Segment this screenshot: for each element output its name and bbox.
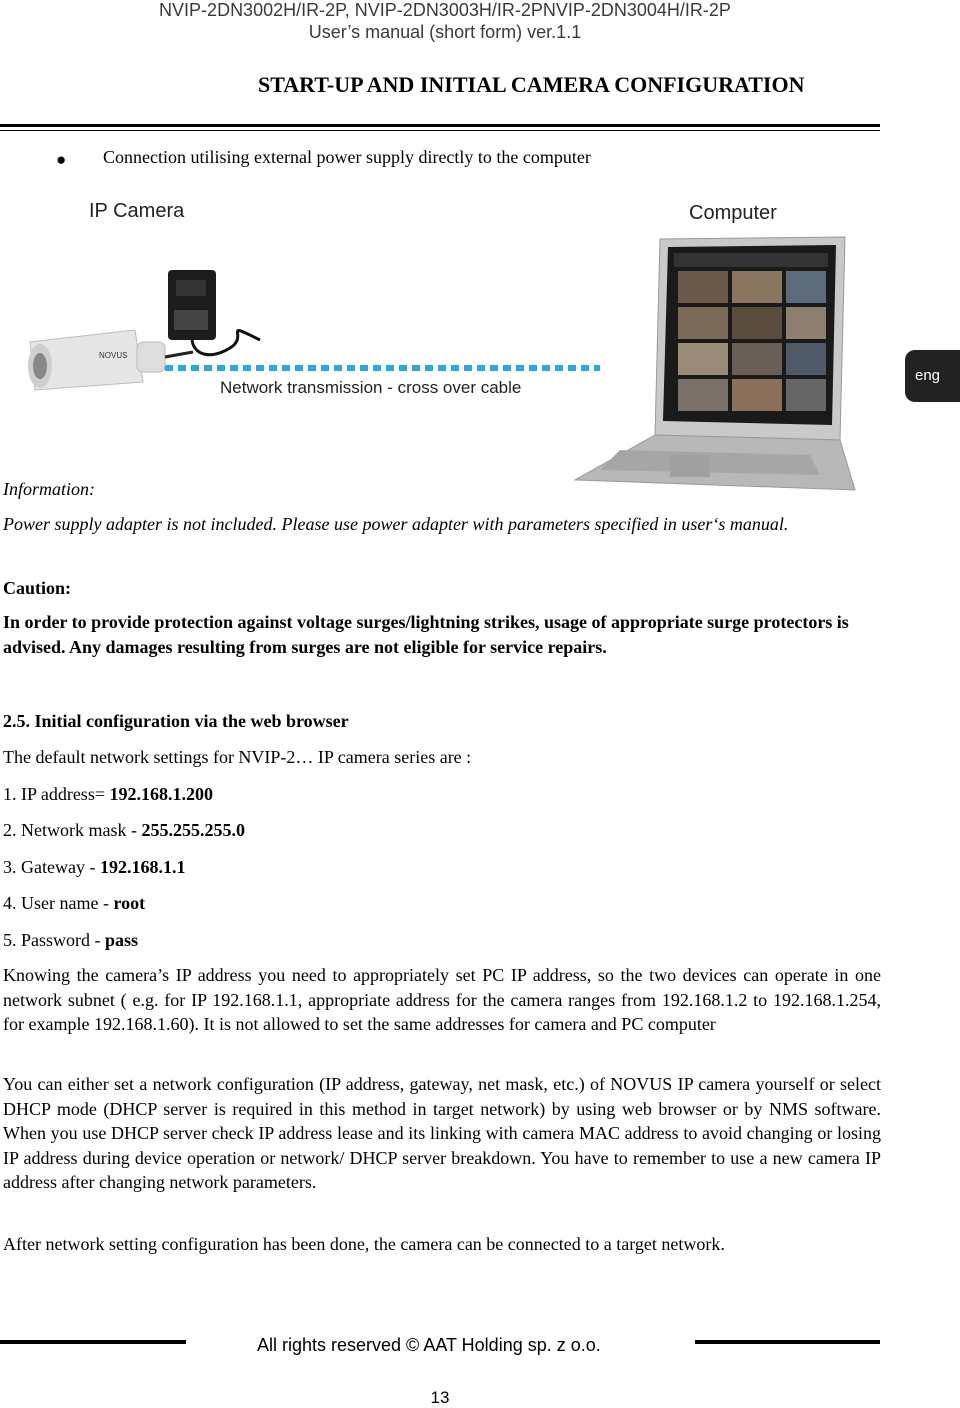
section-title: START-UP AND INITIAL CAMERA CONFIGURATION <box>258 72 805 97</box>
laptop-computer-icon <box>570 235 860 495</box>
footer-copyright: All rights reserved © AAT Holding sp. z o.o. <box>257 1335 601 1355</box>
header-manual-version: User’s manual (short form) ver.1.1 <box>308 22 582 42</box>
setting-user-name: 4. User name - root <box>3 893 146 913</box>
caution-heading: Caution: <box>3 578 72 598</box>
caution-text: In order to provide protection against voltage surges/lightning strikes, usage of appropriate surge protectors is advised. Any damages resulting from surges are not eligible for service repairs. <box>3 612 849 657</box>
camera-label: IP Camera <box>89 200 185 222</box>
setting-gateway: 3. Gateway - 192.168.1.1 <box>3 857 186 877</box>
section-heading: 2.5. Initial configuration via the web browser <box>3 711 349 731</box>
bullet-text: Connection utilising external power supply directly to the computer <box>103 147 591 167</box>
paragraph-ip-subnet: Knowing the camera’s IP address you need to appropriately set PC IP address, so the two devices can operate in one network subnet ( e.g. for IP 192.168.1.1, appropriate address for the camera ranges from 192.168.1.2 to 192.168.1.254, for example 192.168.1.60). It is not allowed to set the same addresses for camera and PC computer <box>3 965 881 1034</box>
settings-intro: The default network settings for NVIP-2… IP camera series are : <box>3 747 472 767</box>
footer-rule-left <box>0 1340 186 1344</box>
info-heading: Information: <box>3 479 95 499</box>
setting-password: 5. Password - pass <box>3 930 139 950</box>
setting-ip-address: 1. IP address= 192.168.1.200 <box>3 784 213 804</box>
info-text: Power supply adapter is not included. Please use power adapter with parameters specified in user‘s manual. <box>3 514 789 534</box>
header-rule <box>0 124 880 127</box>
header-models: NVIP-2DN3002H/IR-2P, NVIP-2DN3003H/IR-2PNVIP-2DN3004H/IR-2P <box>159 0 731 20</box>
paragraph-dhcp: You can either set a network configuration (IP address, gateway, net mask, etc.) of NOVUS IP camera yourself or select DHCP mode (DHCP server is required in this method in target network) by using web browser or by NMS software. When you use DHCP server check IP address lease and its linking with camera MAC address to avoid changing or losing IP address during device operation or network/ DHCP server breakdown. You have to remember to use a new camera IP address after changing network parameters. <box>3 1074 881 1192</box>
setting-network-mask: 2. Network mask - 255.255.255.0 <box>3 820 245 840</box>
language-tab[interactable]: eng <box>905 350 960 402</box>
computer-label: Computer <box>689 202 777 224</box>
network-cable-line <box>165 360 605 376</box>
footer-rule-right <box>695 1340 880 1344</box>
page-number: 13 <box>430 1388 450 1407</box>
cable-label: Network transmission - cross over cable <box>220 378 522 397</box>
bullet-icon: ● <box>56 150 67 169</box>
paragraph-connect: After network setting configuration has been done, the camera can be connected to a target network. <box>3 1234 725 1254</box>
camera-brand-text: NOVUS <box>99 351 128 360</box>
header-rule-thin <box>0 130 880 131</box>
